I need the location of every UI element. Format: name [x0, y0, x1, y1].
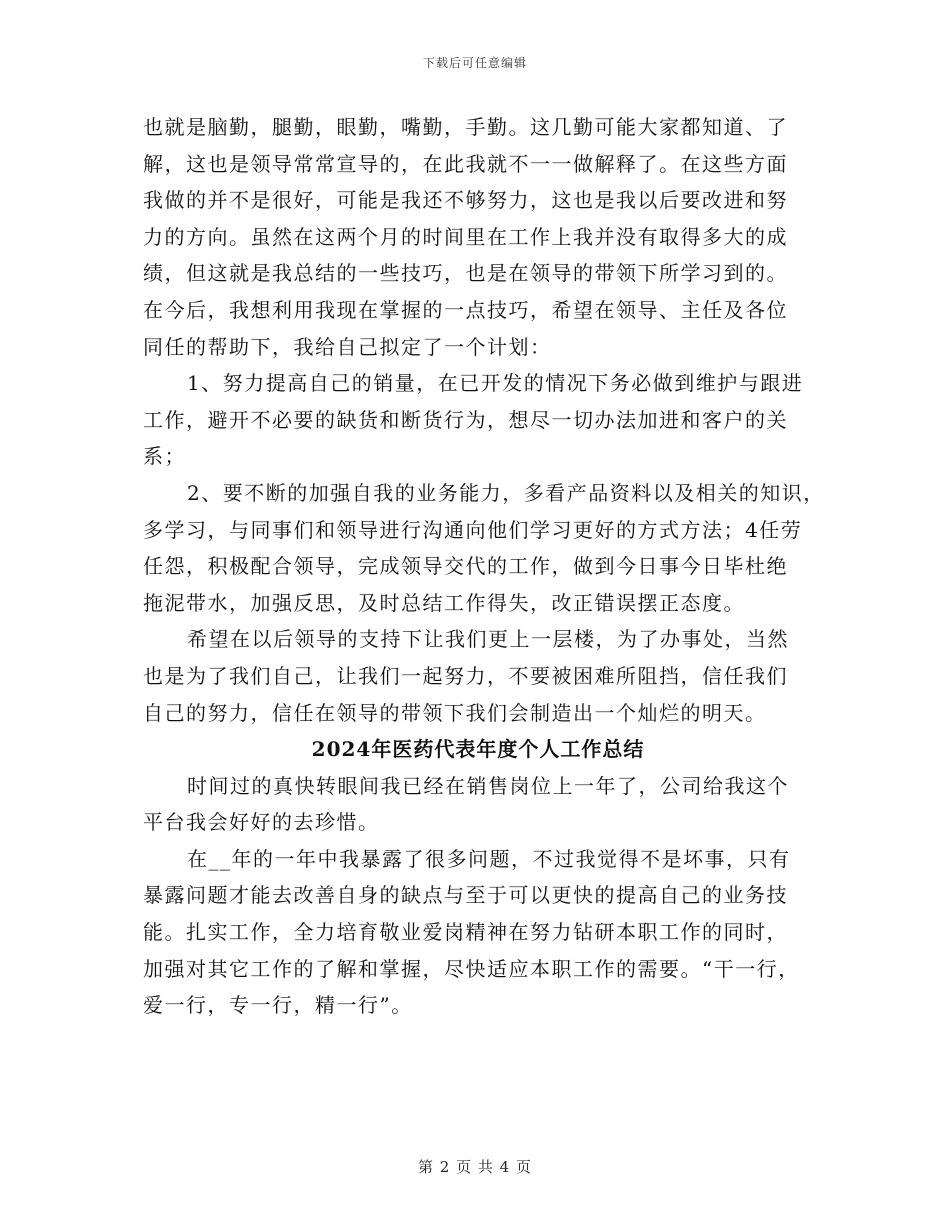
- text-line: 希望在以后领导的支持下让我们更上一层楼，为了办事处，当然: [187, 627, 789, 652]
- text-line: 1、努力提高自己的销量，在已开发的情况下务必做到维护与跟进: [187, 371, 804, 396]
- text-line: 平台我会好好的去珍惜。: [143, 810, 380, 835]
- text-line: 我做的并不是很好，可能是我还不够努力，这也是我以后要改进和努: [143, 188, 788, 213]
- text-line: 暴露问题才能去改善自身的缺点与至于可以更快的提高自己的业务技: [143, 883, 788, 908]
- text-line: 加强对其它工作的了解和掌握，尽快适应本职工作的需要。“干一行，: [143, 956, 800, 981]
- text-line: 系；: [143, 444, 186, 469]
- text-line: 拖泥带水，加强反思，及时总结工作得失，改正错误摆正态度。: [143, 590, 745, 615]
- text-line: 多学习，与同事们和领导进行沟通向他们学习更好的方式方法；4任劳: [143, 517, 803, 542]
- paragraph: [143, 475, 825, 621]
- text-line: 自己的努力，信任在领导的带领下我们会制造出一个灿烂的明天。: [143, 700, 767, 725]
- text-line: 绩，但这就是我总结的一些技巧，也是在领导的带领下所学习到的。: [143, 261, 788, 286]
- paragraph: [143, 841, 813, 1024]
- text-line: 任怨，积极配合领导，完成领导交代的工作，做到今日事今日毕杜绝: [143, 554, 788, 579]
- text-line: 能。扎实工作，全力培育敬业爱岗精神在努力钻研本职工作的同时，: [143, 920, 788, 945]
- text-line: 爱一行，专一行，精一行”。: [143, 993, 413, 1018]
- document-body: [143, 109, 825, 1024]
- text-line: 也就是脑勤，腿勤，眼勤，嘴勤，手勤。这几勤可能大家都知道、了: [143, 115, 788, 139]
- text-line: 在今后，我想利用我现在掌握的一点技巧，希望在领导、主任及各位: [143, 297, 788, 322]
- paragraph: [143, 109, 813, 365]
- paragraph: [143, 621, 813, 731]
- text-line: 时间过的真快转眼间我已经在销售岗位上一年了，公司给我这个: [187, 773, 789, 798]
- text-line: 同任的帮助下，我给自己拟定了一个计划：: [143, 334, 552, 359]
- text-line: 解，这也是领导常常宣导的，在此我就不一一做解释了。在这些方面: [143, 151, 788, 176]
- text-line: 力的方向。虽然在这两个月的时间里在工作上我并没有取得多大的成: [143, 224, 788, 249]
- text-line: 工作，避开不必要的缺货和断货行为，想尽一切办法加进和客户的关: [143, 407, 788, 432]
- page-header: 下载后可任意编辑: [422, 56, 527, 70]
- section-title: 2024年医药代表年度个人工作总结: [311, 737, 645, 762]
- paragraph: [143, 365, 813, 475]
- text-line: 也是为了我们自己，让我们一起努力，不要被困难所阻挡，信任我们: [143, 663, 788, 688]
- text-line: 2、要不断的加强自我的业务能力，多看产品资料以及相关的知识，: [187, 480, 825, 505]
- paragraph: [143, 768, 813, 841]
- text-line: 在__年的一年中我暴露了很多问题，不过我觉得不是坏事，只有: [187, 846, 791, 871]
- page-footer: 第 2 页 共 4 页: [418, 1158, 532, 1176]
